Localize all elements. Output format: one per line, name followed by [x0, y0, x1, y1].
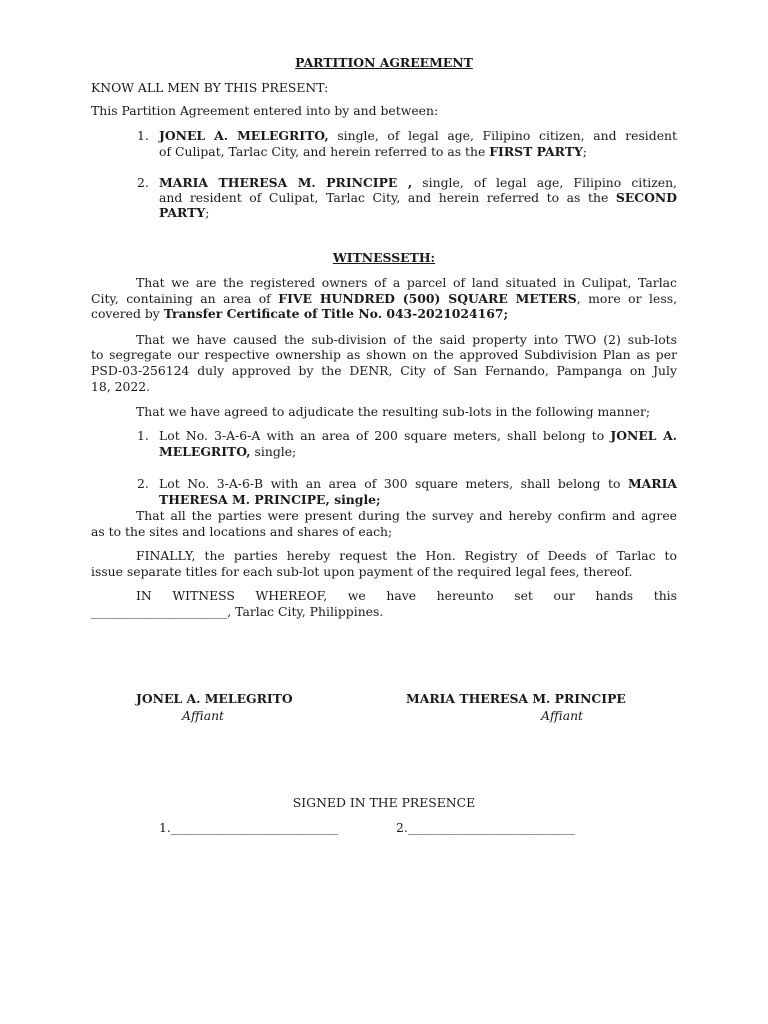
lot-1-text: Lot No. 3-A-6-A with an area of 200 square meters, shall belong to [159, 428, 611, 443]
party-1-name: JONEL A. MELEGRITO, [159, 128, 329, 143]
signatory-2-name: MARIA THERESA M. PRINCIPE [406, 691, 626, 706]
lot-1-number: 1. [137, 428, 149, 443]
witness-2 [396, 819, 575, 836]
signatory-2-role: Affiant [541, 708, 584, 723]
para4-line-2: as to the sites and locations and shares of each; [91, 524, 393, 539]
know-all-line: KNOW ALL MEN BY THIS PRESENT: [91, 80, 329, 95]
para1-text-c: , more or less, [576, 291, 678, 306]
witness-1-number: 1. [159, 820, 171, 835]
party-1-end: ; [582, 144, 587, 159]
party-2-desc-2: and resident of Culipat, Tarlac City, and herein referred to as the [159, 190, 616, 205]
party-1-desc: single, of legal age, Filipino citizen, and resident [328, 128, 677, 143]
witness-1 [159, 819, 338, 836]
party-label: PARTY [159, 205, 206, 220]
para2-line-1: That we have caused the sub-division of the said property into TWO (2) sub-lots [136, 332, 677, 347]
signatory-1-name: JONEL A. MELEGRITO [136, 691, 293, 706]
lot-1-line-1 [159, 427, 677, 444]
party-1-number: 1. [137, 128, 149, 143]
lot-2-line-2 [159, 491, 381, 508]
witness-1-line: ___________________________ [170, 820, 339, 835]
lot-2-text: Lot No. 3-A-6-B with an area of 300 square meters, shall belong to [159, 476, 628, 491]
party-2-end: ; [205, 205, 210, 220]
first-party-label: FIRST PARTY [489, 144, 583, 159]
presence-heading: SIGNED IN THE PRESENCE [292, 795, 476, 810]
witness-2-number: 2. [396, 820, 408, 835]
para1-line-1: That we are the registered owners of a parcel of land situated in Culipat, Tarlac [136, 275, 677, 290]
lot-1-end: single; [250, 444, 297, 459]
lot-1-owner-b: MELEGRITO, [159, 444, 251, 459]
para5-line-1: FINALLY, the parties hereby request the Hon. Registry of Deeds of Tarlac to [136, 548, 677, 563]
para5-line-2: issue separate titles for each sub-lot upon payment of the required legal fees, thereof. [91, 564, 633, 579]
witnesseth-heading: WITNESSETH: [332, 250, 436, 265]
party-2-name: MARIA THERESA M. PRINCIPE , [159, 175, 413, 190]
lot-1-owner-a: JONEL A. [610, 428, 677, 443]
party-2-line-2 [159, 189, 677, 206]
entered-line: This Partition Agreement entered into by and between: [91, 103, 439, 118]
lot-2-owner-b: THERESA M. PRINCIPE, single; [159, 492, 381, 507]
lot-2-line-1 [159, 475, 677, 492]
party-2-line-3 [159, 204, 209, 221]
para4-line-1: That all the parties were present during the survey and hereby confirm and agree [136, 508, 677, 523]
para3-line: That we have agreed to adjudicate the resulting sub-lots in the following manner; [136, 404, 651, 419]
party-1-desc-2: of Culipat, Tarlac City, and herein referred to as the [159, 144, 490, 159]
para6-place: , Tarlac City, Philippines. [227, 604, 384, 619]
para6-line-2 [91, 603, 383, 620]
para2-line-2: to segregate our respective ownership as shown on the approved Subdivision Plan as per [91, 347, 677, 362]
second-party-label: SECOND [615, 190, 677, 205]
party-1-line-2 [159, 143, 587, 160]
lot-2-owner-a: MARIA [627, 476, 677, 491]
witness-2-line: ___________________________ [407, 820, 576, 835]
title-number: Transfer Certificate of Title No. 043-2021024167; [163, 306, 509, 321]
land-area: FIVE HUNDRED (500) SQUARE METERS [278, 291, 577, 306]
para1-text-a: City, containing an area of [91, 291, 279, 306]
lot-2-number: 2. [137, 476, 149, 491]
party-2-number: 2. [137, 175, 149, 190]
lot-1-line-2 [159, 443, 296, 460]
para1-text-d: covered by [91, 306, 164, 321]
para2-line-3: PSD-03-256124 duly approved by the DENR, City of San Fernando, Pampanga on July [91, 363, 677, 378]
document-title: PARTITION AGREEMENT [295, 55, 473, 70]
date-blank: ______________________ [91, 604, 228, 619]
signatory-1-role: Affiant [182, 708, 225, 723]
party-2-desc: single, of legal age, Filipino citizen, [412, 175, 677, 190]
para2-line-4: 18, 2022. [91, 379, 151, 394]
para6-line-1: IN WITNESS WHEREOF, we have hereunto set our hands this [136, 588, 677, 603]
party-1-line-1 [159, 127, 677, 144]
para1-line-3 [91, 305, 508, 322]
